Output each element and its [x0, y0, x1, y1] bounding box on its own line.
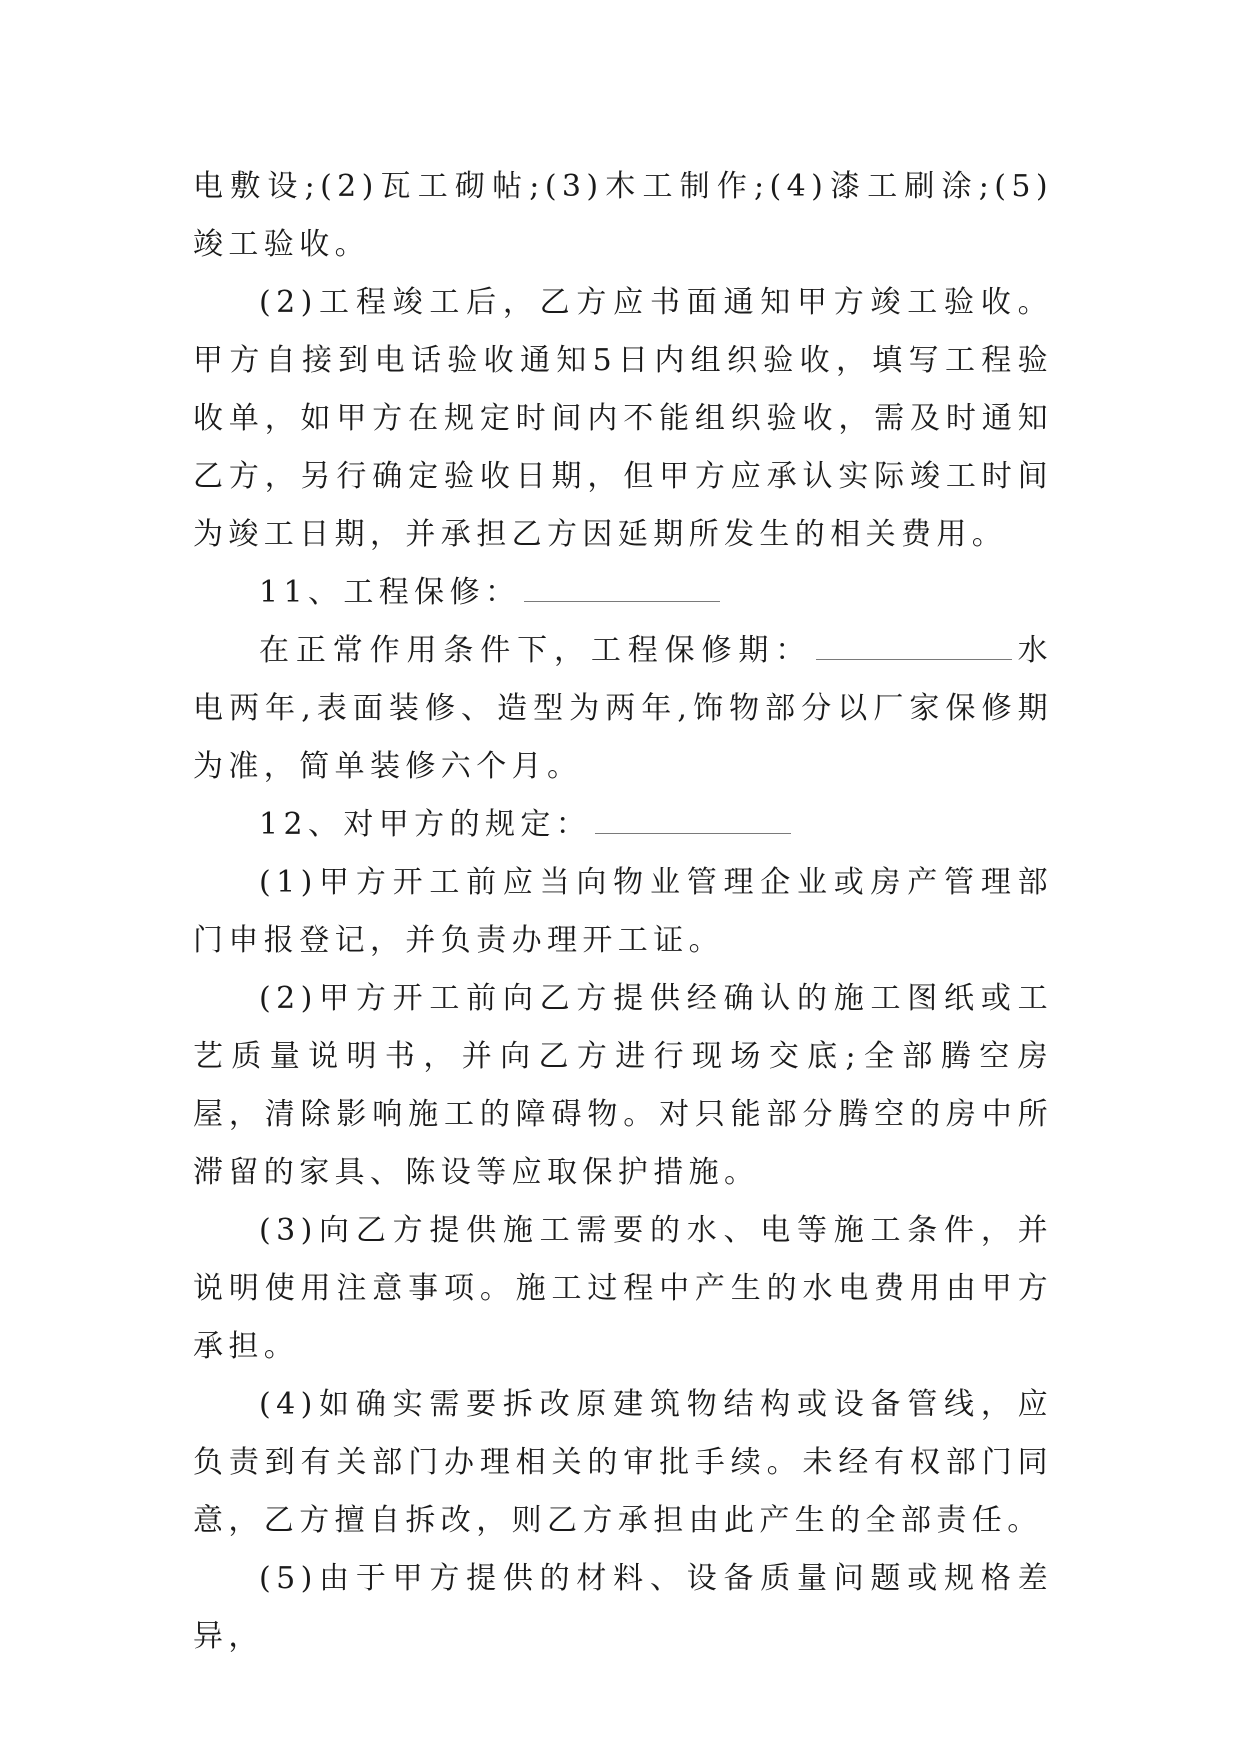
section-12-heading: 12、对甲方的规定：: [193, 796, 1053, 854]
paragraph-item-5: (5)由于甲方提供的材料、设备质量问题或规格差异，: [193, 1561, 1053, 1654]
fill-in-blank: [524, 567, 720, 602]
paragraph-warranty: 在正常作用条件下，工程保修期： 水电两年,表面装修、造型为两年,饰物部分以厂家保修期为准，简单装修六个月。: [193, 622, 1053, 796]
paragraph-item-3: (3)向乙方提供施工需要的水、电等施工条件，并说明使用注意事项。施工过程中产生的水电费用由甲方承担。: [193, 1213, 1053, 1364]
paragraph-item-2: (2)甲方开工前向乙方提供经确认的施工图纸或工艺质量说明书，并向乙方进行现场交底;全部腾空房屋，清除影响施工的障碍物。对只能部分腾空的房中所滞留的家具、陈设等应取保护措施。: [193, 981, 1053, 1190]
paragraph-1: 电敷设;(2)瓦工砌帖;(3)木工制作;(4)漆工刷涂;(5)竣工验收。: [193, 169, 1053, 262]
section-11-heading: 11、工程保修：: [193, 564, 1053, 622]
fill-in-blank: [595, 799, 791, 834]
paragraph-item-4: (4)如确实需要拆改原建筑物结构或设备管线，应负责到有关部门办理相关的审批手续。未经有权部门同意，乙方擅自拆改，则乙方承担由此产生的全部责任。: [193, 1387, 1053, 1538]
paragraph-2: (2)工程竣工后，乙方应书面通知甲方竣工验收。甲方自接到电话验收通知5日内组织验收，填写工程验收单，如甲方在规定时间内不能组织验收，需及时通知乙方，另行确定验收日期，但甲方应承认实际竣工时间为竣工日期，并承担乙方因延期所发生的相关费用。: [193, 285, 1053, 552]
paragraph-item-1: (1)甲方开工前应当向物业管理企业或房产管理部门申报登记，并负责办理开工证。: [193, 865, 1053, 958]
fill-in-blank: [816, 625, 1012, 660]
document-page: [193, 158, 1053, 1666]
